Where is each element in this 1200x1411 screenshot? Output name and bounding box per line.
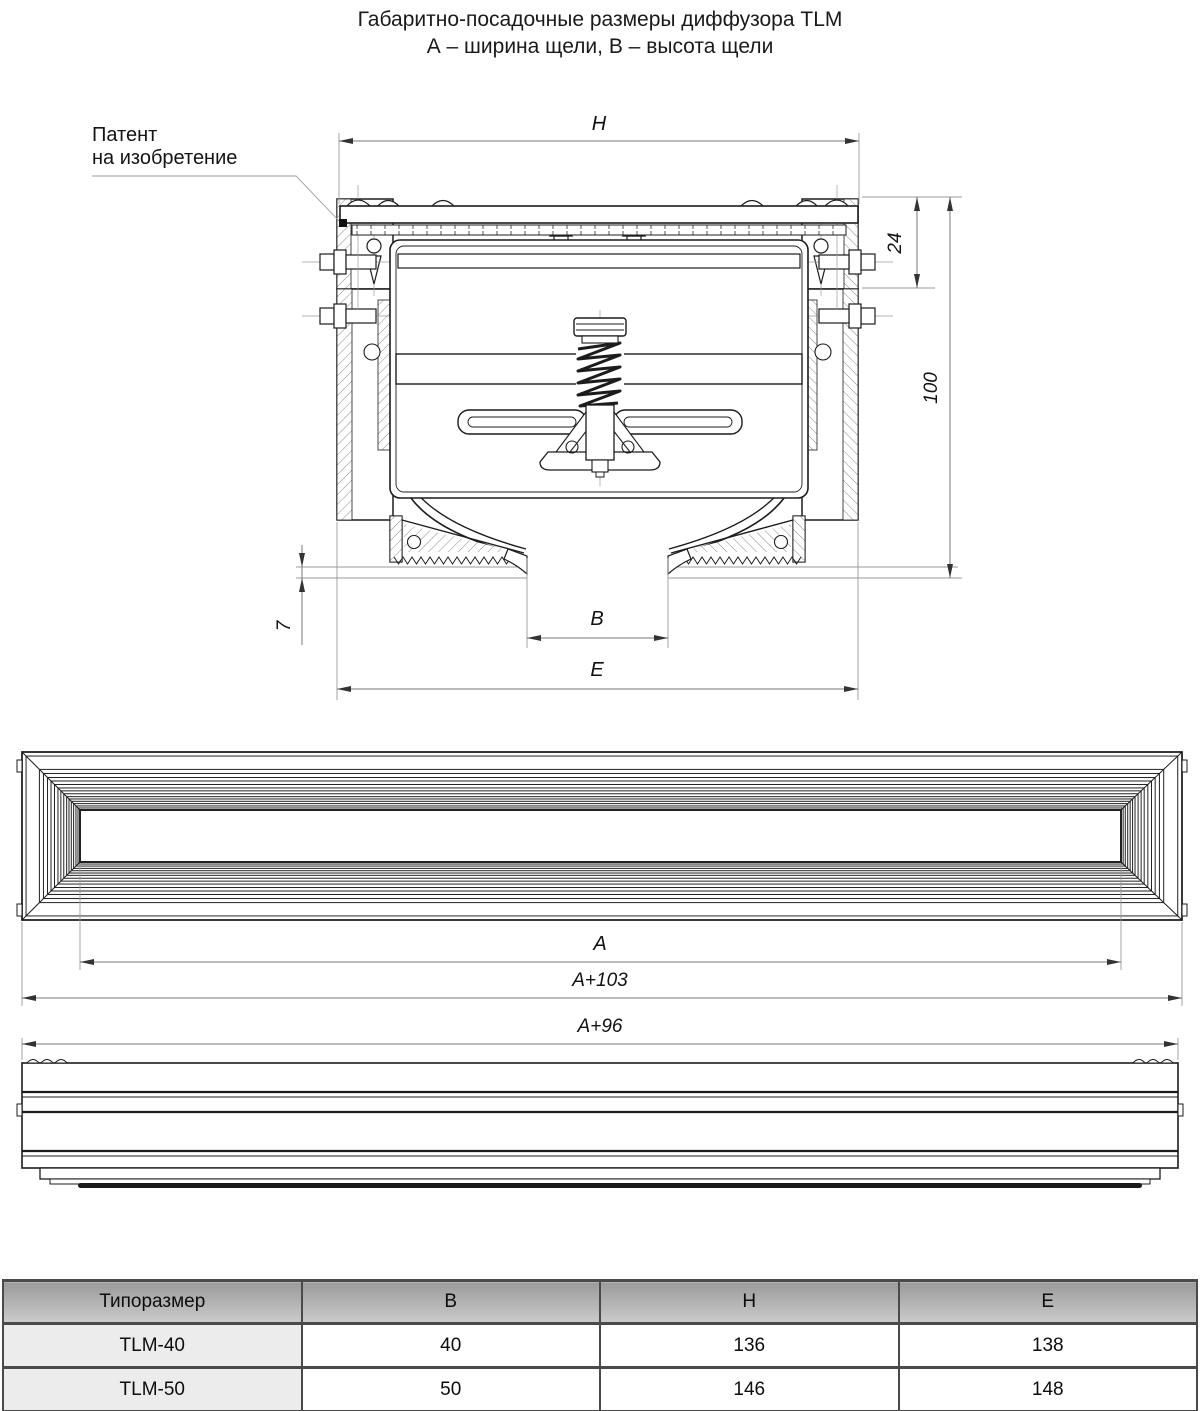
front-view-bezel: [22, 752, 1182, 920]
cross-section-view: [92, 176, 962, 578]
cell-h: 136: [600, 1324, 899, 1368]
size-table-header-row: [3, 1281, 1197, 1324]
title-line2: А – ширина щели, В – высота щели: [426, 35, 774, 58]
cell-e: 148: [899, 1368, 1198, 1411]
table-row: [3, 1368, 1197, 1411]
front-view-dimensions: [22, 864, 1182, 1006]
dim-label-a103: A+103: [572, 970, 628, 991]
col-header-h: H: [600, 1281, 899, 1324]
dim-label-7: 7: [274, 620, 295, 632]
dim-label-e: E: [590, 659, 604, 681]
col-header-typesize: Типоразмер: [3, 1281, 302, 1324]
front-view: [17, 752, 1187, 920]
table-row: [3, 1324, 1197, 1368]
dim-label-h: H: [591, 113, 607, 135]
row-label: TLM-50: [3, 1368, 302, 1411]
patent-marker-dot: [339, 219, 347, 227]
patent-line1: Патент: [92, 124, 158, 146]
cell-b: 50: [302, 1368, 601, 1411]
dim-label-a96: A+96: [577, 1016, 623, 1037]
patent-line2: на изобретение: [92, 147, 238, 169]
dim-label-b: B: [590, 608, 604, 630]
col-header-e: E: [899, 1281, 1198, 1324]
row-label: TLM-40: [3, 1324, 302, 1368]
size-table: [2, 1279, 1198, 1411]
cell-h: 146: [600, 1368, 899, 1411]
dim-label-24: 24: [885, 232, 906, 254]
col-header-b: B: [302, 1281, 601, 1324]
side-view: [17, 1060, 1183, 1189]
side-view-dimensions: [22, 1016, 1178, 1060]
cell-e: 138: [899, 1324, 1198, 1368]
dim-label-a: A: [593, 933, 607, 955]
dim-label-100: 100: [921, 372, 942, 404]
cell-b: 40: [302, 1324, 601, 1368]
title-line1: Габаритно-посадочные размеры диффузора TLM: [357, 8, 843, 31]
